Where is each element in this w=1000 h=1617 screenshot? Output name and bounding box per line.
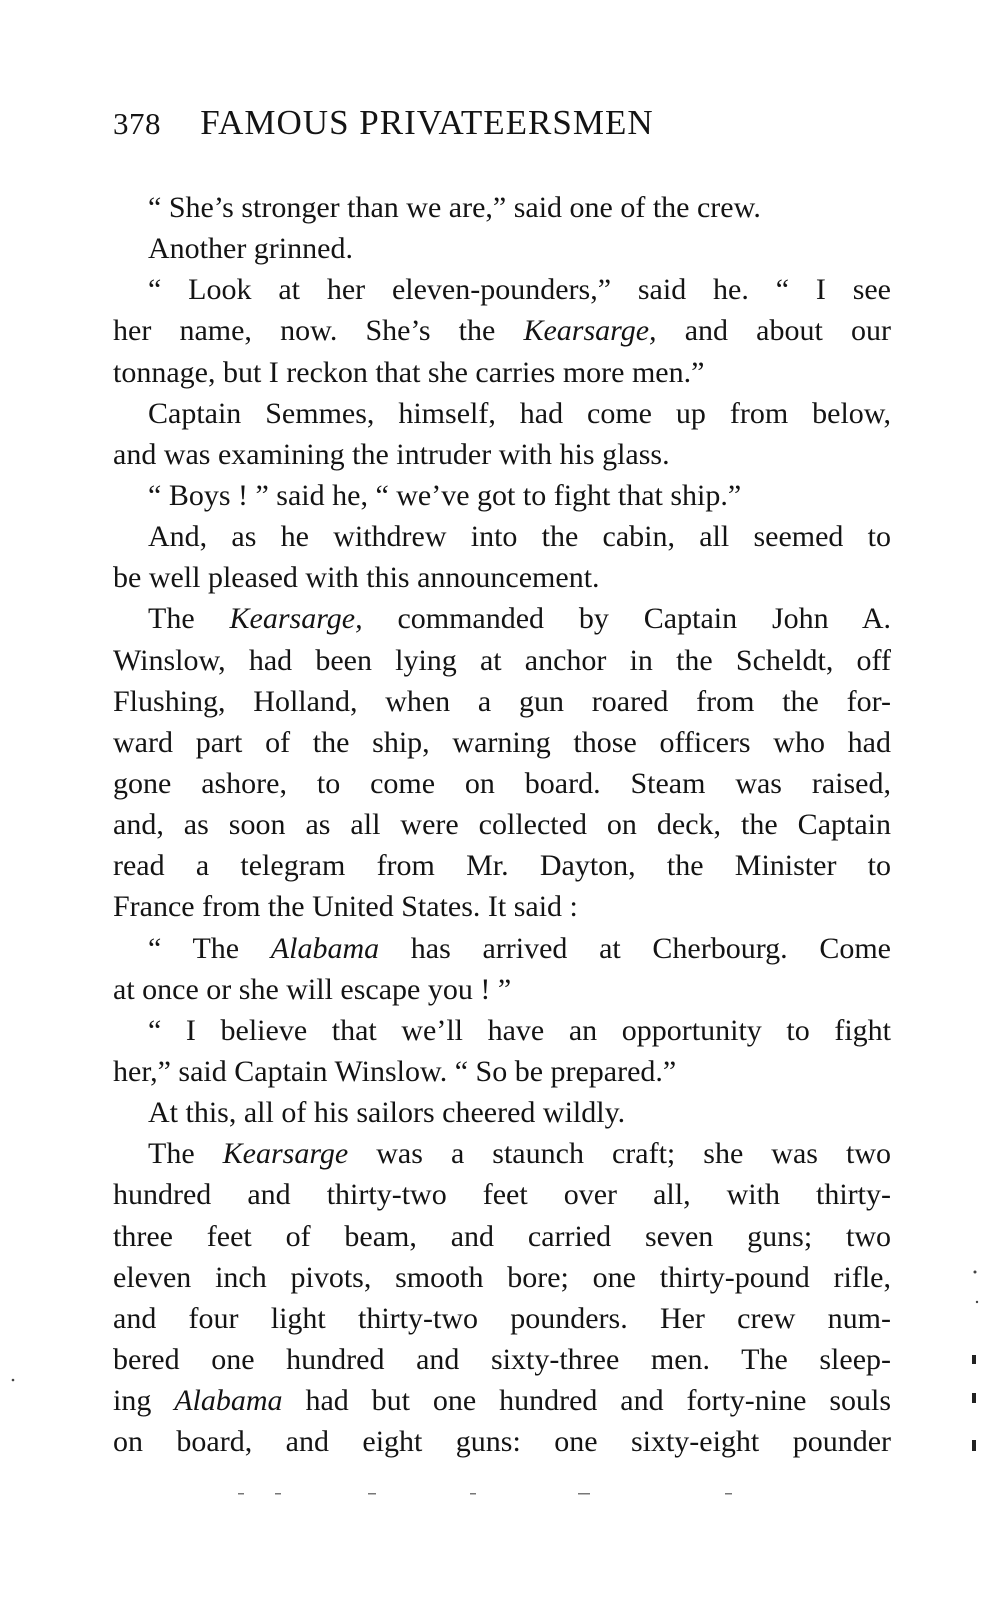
- text-run: and, as soon as all were collected on deck, the Captain: [113, 808, 891, 842]
- text-run: and four light thirty-two pounders. Her crew num-: [113, 1301, 891, 1335]
- text-run: hundred and thirty-two feet over all, with thirty-: [113, 1178, 891, 1212]
- text-run: gone ashore, to come on board. Steam was raised,: [113, 766, 891, 800]
- text-run: eleven inch pivots, smooth bore; one thirty-pound rifle,: [113, 1260, 891, 1294]
- text-run: was a staunch craft; she was two: [348, 1137, 891, 1171]
- text-run: The: [148, 602, 230, 636]
- ship-name: Kearsarge,: [229, 602, 363, 636]
- text-run: at once or she will escape you ! ”: [113, 972, 512, 1006]
- scan-speck: [972, 1355, 976, 1364]
- text-run: “ I believe that we’ll have an opportunity to fight: [148, 1013, 891, 1047]
- scan-speck: [725, 1493, 732, 1495]
- text-run: And, as he withdrew into the cabin, all seemed to: [148, 520, 891, 554]
- text-run: had but one hundred and forty-nine souls: [282, 1384, 891, 1418]
- ship-name: Kearsarge,: [523, 314, 657, 348]
- scan-speck: [972, 1393, 976, 1403]
- text-run: France from the United States. It said :: [113, 890, 578, 924]
- ship-name: Kearsarge: [222, 1137, 349, 1171]
- text-run: The: [148, 1137, 223, 1171]
- text-run: Another grinned.: [148, 232, 353, 266]
- running-title: FAMOUS PRIVATEERSMEN: [200, 103, 654, 142]
- ship-name: Alabama: [174, 1384, 283, 1418]
- scan-speck: [12, 1379, 15, 1382]
- text-run: “ She’s stronger than we are,” said one of the crew.: [148, 191, 761, 224]
- text-run: and was examining the intruder with his glass.: [113, 437, 670, 471]
- scan-speck: [470, 1493, 476, 1495]
- scan-speck: [578, 1493, 590, 1495]
- text-run: “ The: [148, 931, 271, 965]
- text-run: has arrived at Cherbourg. Come: [379, 931, 891, 965]
- text-run: “ Look at her eleven-pounders,” said he. “ I see: [148, 273, 891, 307]
- text-run: commanded by Captain John A.: [362, 602, 891, 636]
- text-run: read a telegram from Mr. Dayton, the Minister to: [113, 849, 891, 883]
- text-run: and about our: [656, 314, 891, 348]
- scan-speck: [976, 1301, 978, 1303]
- scan-speck: [238, 1493, 244, 1495]
- scan-speck: [972, 1440, 976, 1451]
- text-run: ing: [113, 1384, 175, 1418]
- scan-speck: [275, 1493, 281, 1495]
- text-run: her name, now. She’s the: [113, 314, 524, 348]
- text-run: be well pleased with this announcement.: [113, 561, 600, 595]
- scan-speck: [368, 1493, 376, 1495]
- text-run: “ Boys ! ” said he, “ we’ve got to fight that ship.”: [148, 478, 742, 512]
- text-run: bered one hundred and sixty-three men. The sleep-: [113, 1342, 891, 1376]
- text-run: ward part of the ship, warning those officers who had: [113, 725, 891, 759]
- text-run: three feet of beam, and carried seven guns; two: [113, 1219, 891, 1253]
- text-run: her,” said Captain Winslow. “ So be prepared.”: [113, 1054, 677, 1088]
- text-run: Captain Semmes, himself, had come up from below,: [148, 396, 891, 430]
- text-run: Winslow, had been lying at anchor in the Scheldt, off: [113, 643, 891, 677]
- scan-speck: [974, 1271, 977, 1274]
- text-run: tonnage, but I reckon that she carries more men.”: [113, 355, 705, 389]
- page-number: 378: [113, 106, 161, 141]
- text-run: Flushing, Holland, when a gun roared from the for-: [113, 684, 891, 718]
- ship-name: Alabama: [270, 931, 380, 965]
- text-run: At this, all of his sailors cheered wildly.: [148, 1096, 626, 1130]
- text-run: on board, and eight guns: one sixty-eight pounder: [113, 1425, 891, 1459]
